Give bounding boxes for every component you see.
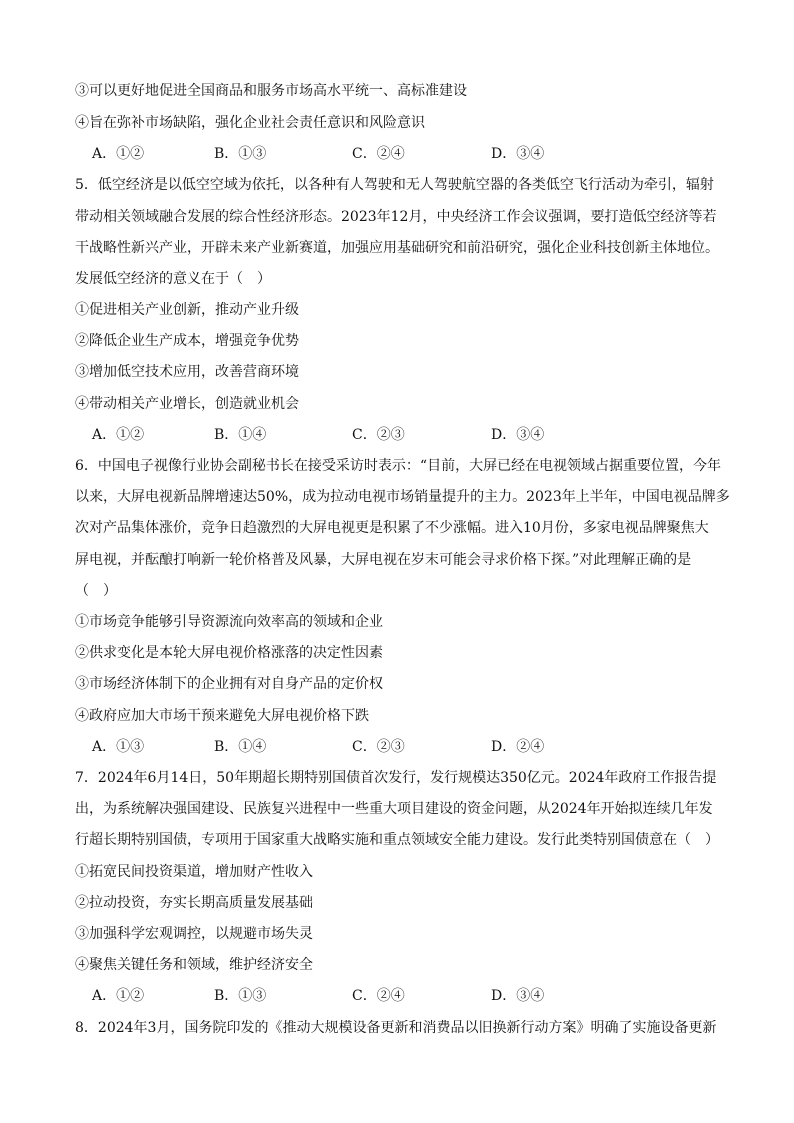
q6-item-2: ②供求变化是本轮大屏电视价格涨落的决定性因素 <box>75 645 383 661</box>
q4-option-a[interactable]: A．①② <box>92 146 145 162</box>
q7-option-b[interactable]: B．①③ <box>214 988 267 1004</box>
q5-stem-line: 干战略性新兴产业，开辟未来产业新赛道，加强应用基础研究和前沿研究，强化企业科技创新主体地位。 <box>75 240 719 256</box>
q5-option-d[interactable]: D．③④ <box>491 427 545 443</box>
q7-stem-line: 行超长期特别国债，专项用于国家重大战略实施和重点领域安全能力建设。发行此类特别国债意在（ ） <box>75 832 719 848</box>
q5-stem-line: 5．低空经济是以低空空域为依托，以各种有人驾驶和无人驾驶航空器的各类低空飞行活动为牵引，辐射 <box>75 177 714 193</box>
q5-item-3: ③增加低空技术应用，改善营商环境 <box>75 364 299 380</box>
q5-option-b[interactable]: B．①④ <box>214 427 267 443</box>
q7-item-3: ③加强科学宏观调控，以规避市场失灵 <box>75 926 313 942</box>
q6-stem-line: 6．中国电子视像行业协会副秘书长在接受采访时表示：“目前，大屏已经在电视领域占据重要位置，今年 <box>75 458 722 474</box>
q5-stem-line: 发展低空经济的意义在于（ ） <box>75 271 271 287</box>
q4-item-3: ③可以更好地促进全国商品和服务市场高水平统一、高标准建设 <box>75 83 467 99</box>
q5-option-c[interactable]: C．②③ <box>352 427 405 443</box>
q6-item-4: ④政府应加大市场干预来避免大屏电视价格下跌 <box>75 708 369 724</box>
q7-stem-line: 出，为系统解决强国建设、民族复兴进程中一些重大项目建设的资金问题，从2024年开始拟连续几年发 <box>75 801 713 817</box>
q6-option-c[interactable]: C．②③ <box>352 739 405 755</box>
q6-stem-line: 以来，大屏电视新品牌增速达50%，成为拉动电视市场销量提升的主力。2023年上半年，中国电视品牌多 <box>75 489 730 505</box>
q6-stem-line: 屏电视，并酝酿打响新一轮价格普及风暴，大屏电视在岁末可能会寻求价格下探。”对此理解正确的是 <box>75 552 692 568</box>
q5-item-2: ②降低企业生产成本，增强竞争优势 <box>75 333 299 349</box>
q6-item-1: ①市场竞争能够引导资源流向效率高的领域和企业 <box>75 614 383 630</box>
q4-option-c[interactable]: C．②④ <box>352 146 405 162</box>
q7-item-1: ①拓宽民间投资渠道，增加财产性收入 <box>75 864 313 880</box>
q6-stem-line: 次对产品集体涨价，竞争日趋激烈的大屏电视更是积累了不少涨幅。进入10月份，多家电视品牌聚焦大 <box>75 520 709 536</box>
q5-item-1: ①促进相关产业创新，推动产业升级 <box>75 302 299 318</box>
q6-option-d[interactable]: D．②④ <box>491 739 545 755</box>
q7-item-4: ④聚焦关键任务和领域，维护经济安全 <box>75 957 313 973</box>
q7-option-d[interactable]: D．③④ <box>491 988 545 1004</box>
q6-item-3: ③市场经济体制下的企业拥有对自身产品的定价权 <box>75 676 383 692</box>
q4-option-d[interactable]: D．③④ <box>491 146 545 162</box>
q7-item-2: ②拉动投资，夯实长期高质量发展基础 <box>75 895 313 911</box>
q4-option-b[interactable]: B．①③ <box>214 146 267 162</box>
q5-item-4: ④带动相关产业增长，创造就业机会 <box>75 396 299 412</box>
q8-stem-line: 8．2024年3月，国务院印发的《推动大规模设备更新和消费品以旧换新行动方案》明确了实施设备更新 <box>75 1020 717 1036</box>
q7-stem-line: 7．2024年6月14日，50年期超长期特别国债首次发行，发行规模达350亿元。2024年政府工作报告提 <box>75 770 717 786</box>
q4-item-4: ④旨在弥补市场缺陷，强化企业社会责任意识和风险意识 <box>75 115 425 131</box>
q6-option-b[interactable]: B．①④ <box>214 739 267 755</box>
q6-stem-line: （ ） <box>75 583 117 599</box>
q5-stem-line: 带动相关领域融合发展的综合性经济形态。2023年12月，中央经济工作会议强调，要打造低空经济等若 <box>75 209 717 225</box>
q5-option-a[interactable]: A．①② <box>92 427 145 443</box>
q7-option-a[interactable]: A．①② <box>92 988 145 1004</box>
q6-option-a[interactable]: A．①③ <box>92 739 145 755</box>
q7-option-c[interactable]: C．②④ <box>352 988 405 1004</box>
